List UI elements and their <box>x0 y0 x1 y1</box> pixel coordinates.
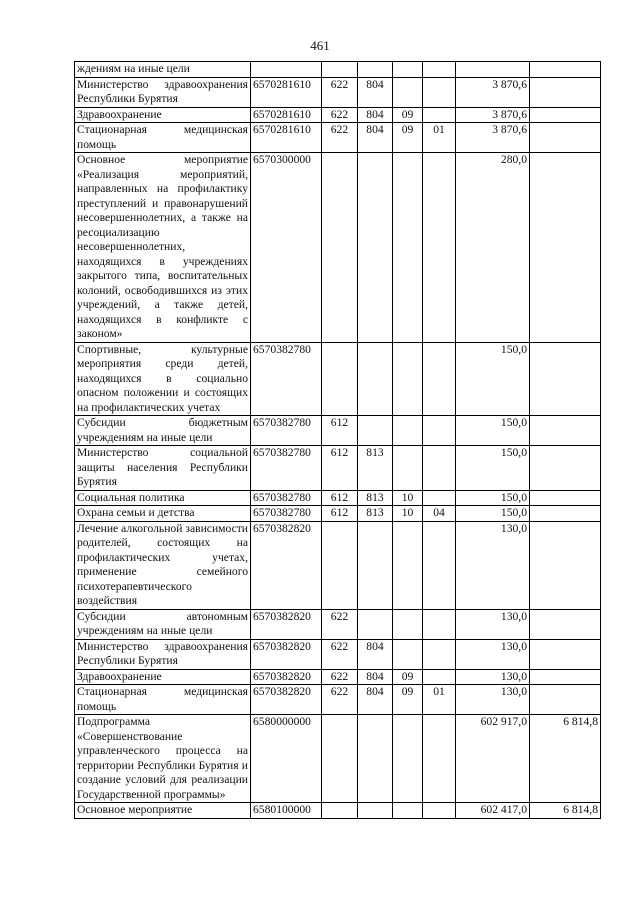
target-article-code: 6580000000 <box>251 715 322 803</box>
row-name: Охрана семьи и детства <box>75 506 251 522</box>
expense-type-code <box>322 715 358 803</box>
table-row <box>75 342 601 416</box>
amount-total: 280,0 <box>456 153 530 343</box>
table-row <box>75 153 601 343</box>
section-code <box>393 803 423 819</box>
table-row <box>75 506 601 522</box>
target-article-code: 6570300000 <box>251 153 322 343</box>
amount-federal <box>530 62 601 78</box>
target-article-code: 6570382780 <box>251 342 322 416</box>
amount-total: 150,0 <box>456 342 530 416</box>
target-article-code: 6570281610 <box>251 123 322 153</box>
row-name: Основное мероприятие «Реализация мероприятий, направленных на профилактику преступлений и правонарушений несовершеннолетних, а также на ресоциализацию несовершеннолетних, находящихся в учреждениях закрытого типа, воспитательных колоний, освободившихся из этих учреждений, а также детей, находящихся в конфликте с законом» <box>75 153 251 343</box>
target-article-code: 6570382780 <box>251 490 322 506</box>
table-row <box>75 803 601 819</box>
grbs-code: 804 <box>358 669 393 685</box>
grbs-code <box>358 416 393 446</box>
table-row <box>75 446 601 491</box>
target-article-code: 6570281610 <box>251 77 322 107</box>
subsection-code <box>423 803 456 819</box>
subsection-code <box>423 715 456 803</box>
target-article-code: 6570382820 <box>251 609 322 639</box>
amount-federal <box>530 123 601 153</box>
amount-total: 150,0 <box>456 506 530 522</box>
table-row <box>75 123 601 153</box>
grbs-code <box>358 715 393 803</box>
subsection-code: 01 <box>423 685 456 715</box>
grbs-code: 804 <box>358 685 393 715</box>
target-article-code: 6570382820 <box>251 685 322 715</box>
amount-federal <box>530 506 601 522</box>
subsection-code <box>423 62 456 78</box>
section-code: 09 <box>393 685 423 715</box>
table-row <box>75 639 601 669</box>
expense-type-code: 622 <box>322 685 358 715</box>
row-name: Основное мероприятие <box>75 803 251 819</box>
expense-type-code: 622 <box>322 107 358 123</box>
table-row <box>75 609 601 639</box>
row-name: Спортивные, культурные мероприятия среди детей, находящихся в социально опасном положении и состоящих на профилактических учетах <box>75 342 251 416</box>
expense-type-code: 622 <box>322 669 358 685</box>
table-row <box>75 107 601 123</box>
grbs-code: 813 <box>358 506 393 522</box>
grbs-code <box>358 803 393 819</box>
grbs-code: 804 <box>358 77 393 107</box>
grbs-code <box>358 609 393 639</box>
subsection-code <box>423 639 456 669</box>
row-name: Здравоохранение <box>75 669 251 685</box>
subsection-code <box>423 521 456 609</box>
expense-type-code: 622 <box>322 609 358 639</box>
amount-federal: 6 814,8 <box>530 803 601 819</box>
amount-federal <box>530 342 601 416</box>
table-row <box>75 416 601 446</box>
expense-type-code: 622 <box>322 77 358 107</box>
amount-total: 602 417,0 <box>456 803 530 819</box>
amount-total: 130,0 <box>456 669 530 685</box>
row-name: Подпрограмма «Совершенствование управленческого процесса на территории Республики Бурятия и создание условий для реализации Государственной программы» <box>75 715 251 803</box>
expense-type-code: 612 <box>322 506 358 522</box>
expense-type-code: 612 <box>322 446 358 491</box>
grbs-code: 813 <box>358 446 393 491</box>
amount-total: 602 917,0 <box>456 715 530 803</box>
budget-table <box>74 61 601 819</box>
subsection-code <box>423 107 456 123</box>
amount-federal <box>530 416 601 446</box>
grbs-code <box>358 62 393 78</box>
target-article-code: 6570281610 <box>251 107 322 123</box>
amount-total <box>456 62 530 78</box>
row-name: Социальная политика <box>75 490 251 506</box>
row-name: Лечение алкогольной зависимости родителей, состоящих на профилактических учетах, применение семейного психотерапевтического воздействия <box>75 521 251 609</box>
grbs-code: 813 <box>358 490 393 506</box>
amount-federal <box>530 639 601 669</box>
section-code: 09 <box>393 123 423 153</box>
amount-total: 130,0 <box>456 639 530 669</box>
section-code <box>393 609 423 639</box>
section-code: 10 <box>393 506 423 522</box>
amount-federal: 6 814,8 <box>530 715 601 803</box>
target-article-code: 6570382820 <box>251 639 322 669</box>
amount-total: 150,0 <box>456 416 530 446</box>
row-name: Министерство здравоохранения Республики Бурятия <box>75 639 251 669</box>
grbs-code <box>358 342 393 416</box>
row-name: Министерство социальной защиты населения Республики Бурятия <box>75 446 251 491</box>
amount-federal <box>530 521 601 609</box>
row-name: ждениям на иные цели <box>75 62 251 78</box>
section-code <box>393 62 423 78</box>
table-row <box>75 715 601 803</box>
grbs-code: 804 <box>358 639 393 669</box>
amount-total: 150,0 <box>456 490 530 506</box>
grbs-code: 804 <box>358 123 393 153</box>
section-code: 09 <box>393 669 423 685</box>
row-name: Стационарная медицинская помощь <box>75 685 251 715</box>
target-article-code: 6570382820 <box>251 669 322 685</box>
expense-type-code <box>322 521 358 609</box>
target-article-code: 6570382820 <box>251 521 322 609</box>
subsection-code: 04 <box>423 506 456 522</box>
table-row <box>75 62 601 78</box>
table-row <box>75 77 601 107</box>
subsection-code <box>423 153 456 343</box>
row-name: Субсидии бюджетным учреждениям на иные цели <box>75 416 251 446</box>
amount-federal <box>530 490 601 506</box>
section-code: 09 <box>393 107 423 123</box>
grbs-code: 804 <box>358 107 393 123</box>
target-article-code: 6570382780 <box>251 446 322 491</box>
expense-type-code <box>322 153 358 343</box>
section-code <box>393 342 423 416</box>
target-article-code: 6580100000 <box>251 803 322 819</box>
subsection-code <box>423 669 456 685</box>
subsection-code <box>423 416 456 446</box>
subsection-code <box>423 446 456 491</box>
row-name: Здравоохранение <box>75 107 251 123</box>
expense-type-code: 622 <box>322 639 358 669</box>
section-code <box>393 715 423 803</box>
section-code <box>393 153 423 343</box>
expense-type-code: 612 <box>322 490 358 506</box>
expense-type-code <box>322 342 358 416</box>
row-name: Министерство здравоохранения Республики Бурятия <box>75 77 251 107</box>
subsection-code: 01 <box>423 123 456 153</box>
amount-total: 3 870,6 <box>456 123 530 153</box>
section-code <box>393 77 423 107</box>
table-row <box>75 685 601 715</box>
subsection-code <box>423 342 456 416</box>
amount-total: 3 870,6 <box>456 77 530 107</box>
subsection-code <box>423 77 456 107</box>
amount-total: 130,0 <box>456 609 530 639</box>
target-article-code: 6570382780 <box>251 506 322 522</box>
subsection-code <box>423 490 456 506</box>
table-row <box>75 521 601 609</box>
amount-federal <box>530 153 601 343</box>
expense-type-code: 612 <box>322 416 358 446</box>
amount-federal <box>530 77 601 107</box>
table-row <box>75 490 601 506</box>
row-name: Стационарная медицинская помощь <box>75 123 251 153</box>
row-name: Субсидии автономным учреждениям на иные цели <box>75 609 251 639</box>
expense-type-code: 622 <box>322 123 358 153</box>
amount-total: 3 870,6 <box>456 107 530 123</box>
grbs-code <box>358 153 393 343</box>
table-row <box>75 669 601 685</box>
amount-total: 130,0 <box>456 685 530 715</box>
grbs-code <box>358 521 393 609</box>
amount-federal <box>530 685 601 715</box>
expense-type-code <box>322 62 358 78</box>
amount-total: 130,0 <box>456 521 530 609</box>
section-code <box>393 521 423 609</box>
amount-federal <box>530 669 601 685</box>
target-article-code <box>251 62 322 78</box>
section-code <box>393 416 423 446</box>
section-code <box>393 639 423 669</box>
section-code <box>393 446 423 491</box>
amount-federal <box>530 609 601 639</box>
section-code: 10 <box>393 490 423 506</box>
target-article-code: 6570382780 <box>251 416 322 446</box>
amount-federal <box>530 107 601 123</box>
expense-type-code <box>322 803 358 819</box>
page-number: 461 <box>310 38 330 53</box>
amount-total: 150,0 <box>456 446 530 491</box>
amount-federal <box>530 446 601 491</box>
subsection-code <box>423 609 456 639</box>
